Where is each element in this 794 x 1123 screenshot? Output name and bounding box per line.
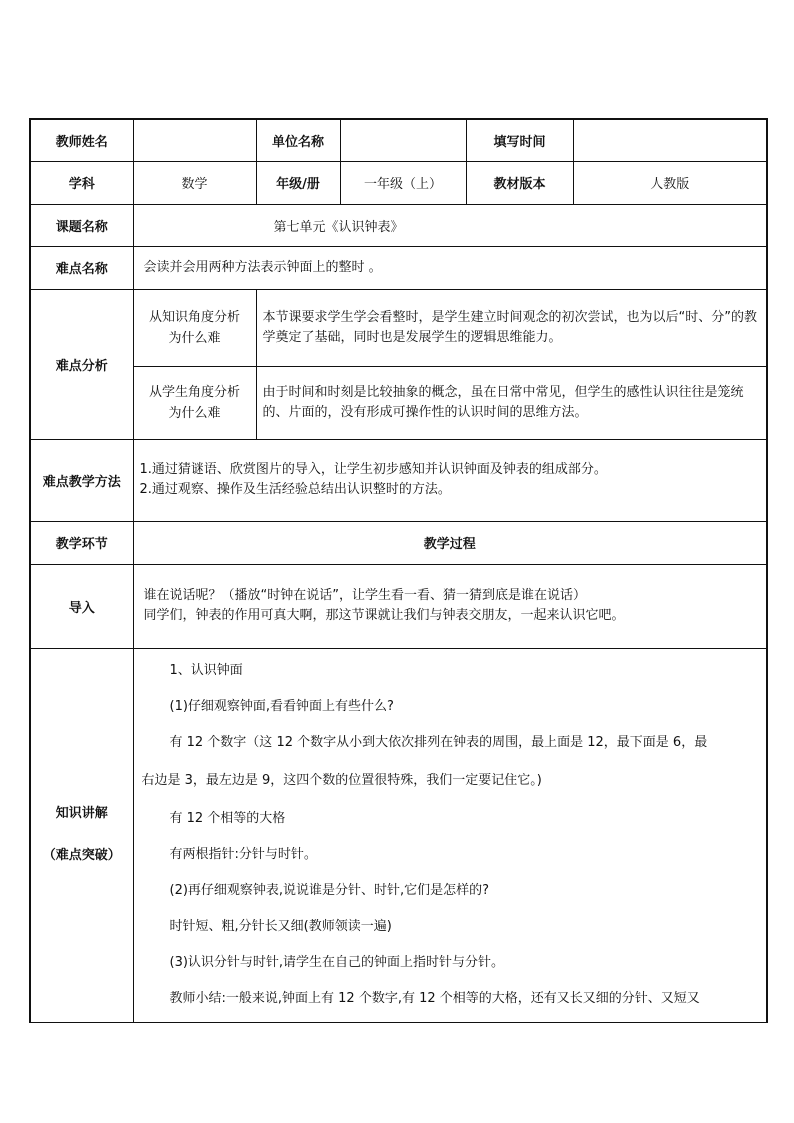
difficulty-name-label: 难点名称 <box>30 246 133 289</box>
row-intro <box>30 564 767 648</box>
knowledge-label-line2: （难点突破） <box>42 848 121 863</box>
difficulty-analysis-label: 难点分析 <box>30 289 133 439</box>
knowledge-p6: (2)再仔细观察钟表,说说谁是分针、时针,它们是怎样的? <box>169 882 490 898</box>
fill-date-label: 填写时间 <box>466 119 573 161</box>
row-lesson-title <box>30 204 767 246</box>
grade-value: 一年级（上） <box>340 161 466 204</box>
student-angle-line1: 从学生角度分析 <box>148 384 240 400</box>
intro-content <box>133 564 767 648</box>
knowledge-p3a: 有 12 个数字（这 12 个数字从小到大依次排列在钟表的周围，最上面是 12，最下面是 6，最 <box>169 734 708 750</box>
knowledge-p4: 有 12 个相等的大格 <box>169 810 286 826</box>
knowledge-p7: 时针短、粗,分针长又细(教师领读一遍) <box>169 918 392 934</box>
lesson-plan-table <box>29 118 768 1023</box>
row-difficulty-name <box>30 246 767 289</box>
knowledge-p9: 教师小结:一般来说,钟面上有 12 个数字,有 12 个相等的大格，还有又长又细的分针、又短又 <box>169 990 700 1006</box>
knowledge-p8: (3)认识分针与时针,请学生在自己的钟面上指时针与分针。 <box>169 954 505 970</box>
teaching-process-header: 教学过程 <box>133 521 767 564</box>
difficulty-name-value: 会读并会用两种方法表示钟面上的整时 。 <box>133 246 767 289</box>
knowledge-content <box>133 648 767 1022</box>
intro-label: 导入 <box>30 564 133 648</box>
knowledge-p3b: 右边是 3，最左边是 9，这四个数的位置很特殊，我们一定要记住它。) <box>141 772 542 788</box>
lesson-title-value: 第七单元《认识钟表》 <box>133 204 767 246</box>
grade-label: 年级/册 <box>256 161 340 204</box>
knowledge-angle-question <box>133 289 256 366</box>
teacher-name-value <box>133 119 256 161</box>
row-process-header <box>30 521 767 564</box>
knowledge-label-line1: 知识讲解 <box>55 806 108 821</box>
fill-date-value <box>573 119 767 161</box>
intro-line2: 同学们，钟表的作用可真大啊，那这节课就让我们与钟表交朋友，一起来认识它吧。 <box>143 608 625 623</box>
student-angle-answer: 由于时间和时刻是比较抽象的概念，虽在日常中常见，但学生的感性认识往往是笼统的、片面的，没有形成可操作性的认识时间的思维方法。 <box>256 366 767 439</box>
knowledge-p5: 有两根指针:分针与时针。 <box>169 846 317 862</box>
teaching-method-content <box>133 439 767 521</box>
row-knowledge <box>30 648 767 1022</box>
teaching-method-line1: 1.通过猜谜语、欣赏图片的导入，让学生初步感知并认识钟面及钟表的组成部分。 <box>139 462 607 477</box>
knowledge-angle-line2: 为什么难 <box>168 330 221 346</box>
knowledge-angle-line1: 从知识角度分析 <box>148 309 240 325</box>
subject-value: 数学 <box>133 161 256 204</box>
teaching-method-label: 难点教学方法 <box>30 439 133 521</box>
student-angle-question <box>133 366 256 439</box>
row-subject-info <box>30 161 767 204</box>
teacher-name-label: 教师姓名 <box>30 119 133 161</box>
row-teacher-info <box>30 119 767 161</box>
teaching-method-line2: 2.通过观察、操作及生活经验总结出认识整时的方法。 <box>139 482 451 497</box>
knowledge-label <box>30 648 133 1022</box>
textbook-label: 教材版本 <box>466 161 573 204</box>
unit-name-label: 单位名称 <box>256 119 340 161</box>
row-teaching-method <box>30 439 767 521</box>
student-angle-line2: 为什么难 <box>168 405 221 421</box>
subject-label: 学科 <box>30 161 133 204</box>
lesson-title-label: 课题名称 <box>30 204 133 246</box>
teaching-stage-header: 教学环节 <box>30 521 133 564</box>
row-analysis-knowledge <box>30 289 767 366</box>
intro-line1: 谁在说话呢？（播放“时钟在说话”，让学生看一看、猜一猜到底是谁在说话） <box>143 588 586 603</box>
knowledge-p1: 1、认识钟面 <box>169 662 243 678</box>
knowledge-angle-answer: 本节课要求学生学会看整时，是学生建立时间观念的初次尝试，也为以后“时、分”的教学奠定了基础，同时也是发展学生的逻辑思维能力。 <box>256 289 767 366</box>
row-analysis-student <box>30 366 767 439</box>
unit-name-value <box>340 119 466 161</box>
textbook-value: 人教版 <box>573 161 767 204</box>
knowledge-p2: (1)仔细观察钟面,看看钟面上有些什么? <box>169 698 394 714</box>
